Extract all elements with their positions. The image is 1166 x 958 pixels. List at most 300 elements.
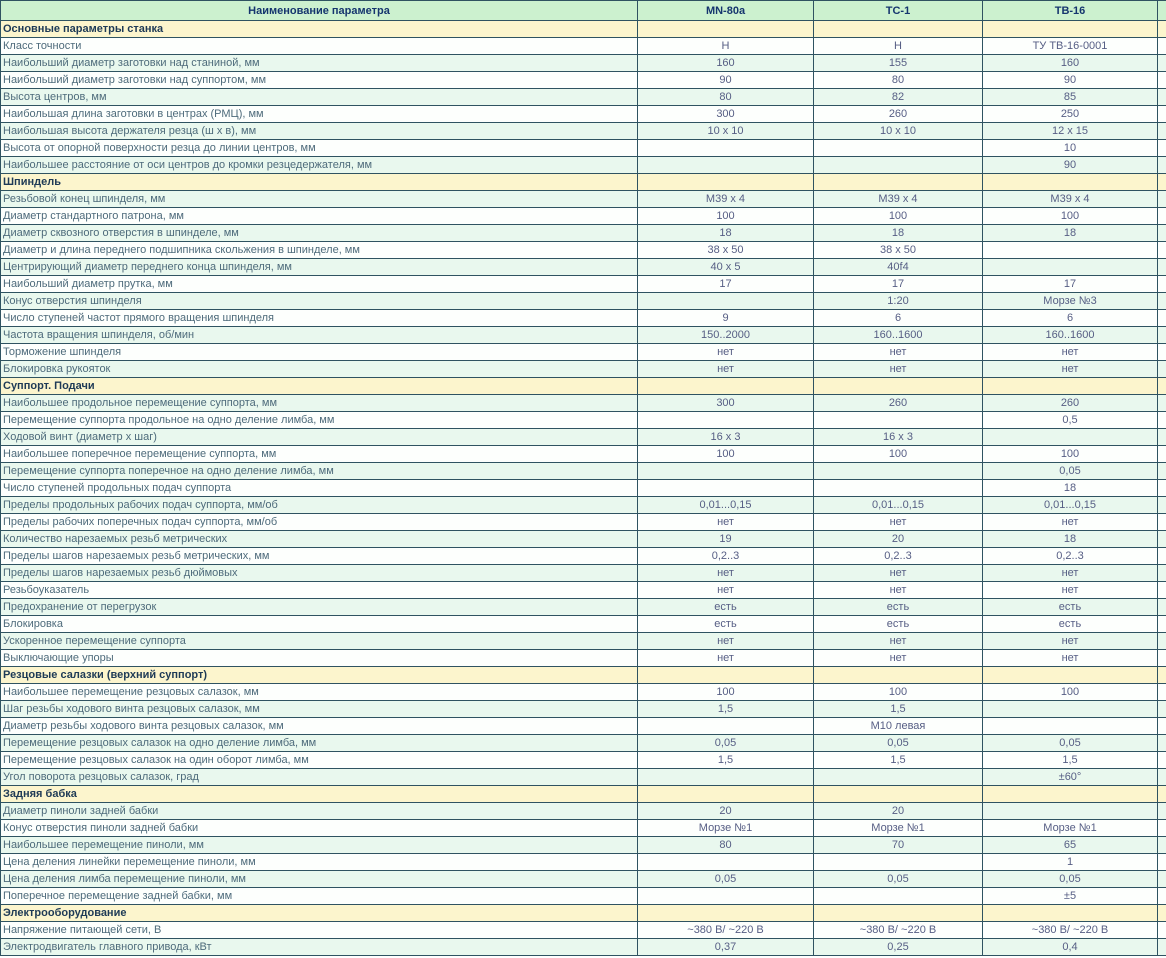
cutoff-cell [1158,922,1166,939]
param-name: Пределы рабочих поперечных подач суппорта, мм/об [1,514,638,531]
param-name: Цена деления лимба перемещение пиноли, мм [1,871,638,888]
value-cell [814,174,983,191]
value-cell: нет [638,633,814,650]
table-row [1,361,1166,378]
value-cell: 0,05 [814,871,983,888]
cutoff-cell [1158,718,1166,735]
value-cell: 10 [983,140,1158,157]
param-name: Блокировка рукояток [1,361,638,378]
value-cell: нет [983,361,1158,378]
table-row [1,429,1166,446]
table-row [1,616,1166,633]
value-cell [814,905,983,922]
cutoff-cell [1158,888,1166,905]
value-cell [983,429,1158,446]
value-cell: 18 [983,531,1158,548]
cutoff-cell [1158,276,1166,293]
section-row [1,174,1166,191]
table-row [1,701,1166,718]
cutoff-cell [1158,310,1166,327]
value-cell: 155 [814,55,983,72]
value-cell: 12 х 15 [983,123,1158,140]
value-cell: нет [814,565,983,582]
value-cell [638,786,814,803]
table-row [1,395,1166,412]
param-name: Ускоренное перемещение суппорта [1,633,638,650]
value-cell: нет [814,582,983,599]
value-cell [638,174,814,191]
table-row [1,293,1166,310]
value-cell: 19 [638,531,814,548]
value-cell: нет [983,344,1158,361]
value-cell: 1,5 [638,701,814,718]
cutoff-cell [1158,463,1166,480]
param-name: Перемещение резцовых салазок на одно деление лимба, мм [1,735,638,752]
table-row [1,225,1166,242]
value-cell [814,888,983,905]
value-cell [638,905,814,922]
section-title: Электрооборудование [1,905,638,922]
value-cell: 100 [638,684,814,701]
value-cell: ~380 В/ ~220 В [983,922,1158,939]
section-title: Основные параметры станка [1,21,638,38]
table-row [1,922,1166,939]
cutoff-cell [1158,752,1166,769]
value-cell: ±60° [983,769,1158,786]
value-cell: нет [983,514,1158,531]
param-name: Частота вращения шпинделя, об/мин [1,327,638,344]
value-cell [983,667,1158,684]
cutoff-cell [1158,21,1166,38]
value-cell [983,259,1158,276]
cutoff-cell [1158,191,1166,208]
value-cell: 17 [983,276,1158,293]
value-cell: Н [638,38,814,55]
param-name: Перемещение резцовых салазок на один оборот лимба, мм [1,752,638,769]
cutoff-cell [1158,106,1166,123]
value-cell: 80 [814,72,983,89]
value-cell: 90 [983,72,1158,89]
table-row [1,871,1166,888]
table-row [1,276,1166,293]
param-name: Наибольший диаметр заготовки над станиной, мм [1,55,638,72]
cutoff-cell [1158,565,1166,582]
value-cell: 0,37 [638,939,814,956]
value-cell: ±5 [983,888,1158,905]
param-name: Пределы шагов нарезаемых резьб метрических, мм [1,548,638,565]
value-cell: 18 [638,225,814,242]
value-cell: нет [638,582,814,599]
spec-table-body [1,1,1166,956]
cutoff-cell [1158,701,1166,718]
table-row [1,684,1166,701]
value-cell: 160..1600 [983,327,1158,344]
cutoff-cell [1158,854,1166,871]
value-cell: 1 [983,854,1158,871]
value-cell: 1,5 [638,752,814,769]
value-cell: нет [983,565,1158,582]
table-row [1,514,1166,531]
value-cell: Морзе №1 [983,820,1158,837]
param-name: Поперечное перемещение задней бабки, мм [1,888,638,905]
table-row [1,310,1166,327]
cutoff-cell [1158,599,1166,616]
value-cell [814,463,983,480]
param-name: Наибольшее продольное перемещение суппорта, мм [1,395,638,412]
section-row [1,21,1166,38]
value-cell [983,905,1158,922]
param-name: Наибольшее поперечное перемещение суппорта, мм [1,446,638,463]
value-cell: нет [814,344,983,361]
cutoff-cell [1158,769,1166,786]
value-cell: 40f4 [814,259,983,276]
param-name: Класс точности [1,38,638,55]
value-cell: Н [814,38,983,55]
value-cell: 0,01...0,15 [814,497,983,514]
value-cell: 160 [638,55,814,72]
value-cell [814,378,983,395]
value-cell: 20 [814,531,983,548]
cutoff-cell [1158,140,1166,157]
value-cell [638,480,814,497]
cutoff-cell [1158,55,1166,72]
param-name: Диаметр резьбы ходового винта резцовых салазок, мм [1,718,638,735]
param-name: Высота центров, мм [1,89,638,106]
value-cell: 0,2..3 [814,548,983,565]
param-name: Конус отверстия шпинделя [1,293,638,310]
param-name: Электродвигатель главного привода, кВт [1,939,638,956]
value-cell [814,667,983,684]
param-name: Наибольший диаметр заготовки над суппортом, мм [1,72,638,89]
cutoff-cell [1158,667,1166,684]
table-row [1,752,1166,769]
param-name: Цена деления линейки перемещение пиноли, мм [1,854,638,871]
value-cell [983,701,1158,718]
value-cell: 90 [983,157,1158,174]
value-cell: нет [983,582,1158,599]
value-cell [638,378,814,395]
value-cell: 80 [638,837,814,854]
value-cell [814,769,983,786]
cutoff-cell [1158,123,1166,140]
table-row [1,633,1166,650]
value-cell: 38 х 50 [638,242,814,259]
section-title: Шпиндель [1,174,638,191]
table-row [1,718,1166,735]
cutoff-cell [1158,446,1166,463]
cutoff-column-header [1158,1,1166,21]
table-row [1,446,1166,463]
cutoff-cell [1158,412,1166,429]
table-row [1,242,1166,259]
value-cell: нет [638,650,814,667]
param-name: Наибольшее перемещение резцовых салазок, мм [1,684,638,701]
value-cell [983,378,1158,395]
value-cell: 85 [983,89,1158,106]
value-cell: 90 [638,72,814,89]
value-cell: 0,05 [983,735,1158,752]
value-cell: 300 [638,106,814,123]
param-name: Торможение шпинделя [1,344,638,361]
model-column-header-mn80a: MN-80a [638,1,814,21]
param-name: Пределы продольных рабочих подач суппорта, мм/об [1,497,638,514]
value-cell: 0,01...0,15 [638,497,814,514]
model-column-header-tb16: ТВ-16 [983,1,1158,21]
value-cell: ~380 В/ ~220 В [814,922,983,939]
value-cell: 260 [814,106,983,123]
cutoff-cell [1158,650,1166,667]
value-cell: 100 [814,446,983,463]
value-cell: 1,5 [814,701,983,718]
value-cell [814,21,983,38]
value-cell [638,888,814,905]
cutoff-cell [1158,89,1166,106]
value-cell: есть [638,616,814,633]
section-row [1,905,1166,922]
value-cell: нет [814,361,983,378]
value-cell: М39 х 4 [638,191,814,208]
value-cell: нет [814,633,983,650]
value-cell: 0,05 [638,735,814,752]
table-row [1,565,1166,582]
value-cell [983,718,1158,735]
cutoff-cell [1158,905,1166,922]
cutoff-cell [1158,327,1166,344]
table-row [1,480,1166,497]
cutoff-cell [1158,480,1166,497]
value-cell: 6 [983,310,1158,327]
value-cell: нет [638,514,814,531]
value-cell: Морзе №3 [983,293,1158,310]
cutoff-cell [1158,259,1166,276]
table-row [1,582,1166,599]
table-row [1,89,1166,106]
value-cell: 18 [814,225,983,242]
cutoff-cell [1158,939,1166,956]
value-cell: 0,05 [983,871,1158,888]
value-cell: нет [983,650,1158,667]
table-row [1,106,1166,123]
value-cell [983,786,1158,803]
value-cell: нет [638,565,814,582]
table-row [1,599,1166,616]
value-cell [638,140,814,157]
value-cell: 10 х 10 [814,123,983,140]
value-cell [638,667,814,684]
table-row [1,803,1166,820]
value-cell: 0,25 [814,939,983,956]
table-row [1,140,1166,157]
table-row [1,208,1166,225]
cutoff-cell [1158,633,1166,650]
value-cell: 0,5 [983,412,1158,429]
cutoff-cell [1158,378,1166,395]
cutoff-cell [1158,786,1166,803]
value-cell: 20 [814,803,983,820]
param-name: Шаг резьбы ходового винта резцовых салазок, мм [1,701,638,718]
value-cell [638,157,814,174]
value-cell [638,21,814,38]
table-row [1,548,1166,565]
param-name: Диаметр сквозного отверстия в шпинделе, мм [1,225,638,242]
value-cell: 100 [983,208,1158,225]
param-name: Блокировка [1,616,638,633]
table-row [1,735,1166,752]
table-row [1,72,1166,89]
value-cell: 160..1600 [814,327,983,344]
section-row [1,786,1166,803]
value-cell [814,786,983,803]
table-row [1,650,1166,667]
cutoff-cell [1158,208,1166,225]
value-cell: 100 [983,684,1158,701]
value-cell: 100 [983,446,1158,463]
model-column-header-tc1: ТС-1 [814,1,983,21]
value-cell: 100 [814,684,983,701]
value-cell [638,412,814,429]
cutoff-cell [1158,242,1166,259]
value-cell: 17 [638,276,814,293]
value-cell [638,769,814,786]
value-cell [638,293,814,310]
value-cell [983,21,1158,38]
value-cell: нет [814,514,983,531]
value-cell: нет [638,344,814,361]
param-name: Диаметр стандартного патрона, мм [1,208,638,225]
param-column-header: Наименование параметра [1,1,638,21]
param-name: Наибольшее расстояние от оси центров до кромки резцедержателя, мм [1,157,638,174]
value-cell: ~380 В/ ~220 В [638,922,814,939]
cutoff-cell [1158,803,1166,820]
cutoff-cell [1158,293,1166,310]
cutoff-cell [1158,157,1166,174]
section-title: Задняя бабка [1,786,638,803]
value-cell: есть [814,599,983,616]
table-row [1,344,1166,361]
value-cell: 18 [983,480,1158,497]
cutoff-cell [1158,837,1166,854]
value-cell [983,803,1158,820]
table-row [1,769,1166,786]
value-cell: 0,05 [638,871,814,888]
table-row [1,939,1166,956]
section-row [1,667,1166,684]
cutoff-cell [1158,616,1166,633]
value-cell [638,718,814,735]
value-cell: 16 х 3 [638,429,814,446]
param-name: Число ступеней частот прямого вращения шпинделя [1,310,638,327]
table-row [1,327,1166,344]
table-row [1,497,1166,514]
table-row [1,463,1166,480]
param-name: Число ступеней продольных подач суппорта [1,480,638,497]
cutoff-cell [1158,225,1166,242]
cutoff-cell [1158,820,1166,837]
param-name: Наибольшее перемещение пиноли, мм [1,837,638,854]
value-cell [814,480,983,497]
table-row [1,820,1166,837]
table-row [1,412,1166,429]
cutoff-cell [1158,72,1166,89]
value-cell: М10 левая [814,718,983,735]
value-cell [814,157,983,174]
param-name: Диаметр и длина переднего подшипника скольжения в шпинделе, мм [1,242,638,259]
value-cell: М39 х 4 [983,191,1158,208]
cutoff-cell [1158,361,1166,378]
value-cell: 18 [983,225,1158,242]
param-name: Угол поворота резцовых салазок, град [1,769,638,786]
table-row [1,837,1166,854]
cutoff-cell [1158,497,1166,514]
value-cell: 150..2000 [638,327,814,344]
param-name: Перемещение суппорта поперечное на одно деление лимба, мм [1,463,638,480]
cutoff-cell [1158,344,1166,361]
param-name: Выключающие упоры [1,650,638,667]
table-row [1,854,1166,871]
value-cell [814,140,983,157]
value-cell: 100 [638,446,814,463]
value-cell: 260 [814,395,983,412]
param-name: Ходовой винт (диаметр х шаг) [1,429,638,446]
value-cell: Морзе №1 [638,820,814,837]
value-cell: 80 [638,89,814,106]
value-cell: 40 х 5 [638,259,814,276]
value-cell: 0,2..3 [983,548,1158,565]
table-row [1,259,1166,276]
value-cell [814,854,983,871]
value-cell: 160 [983,55,1158,72]
value-cell: 0,4 [983,939,1158,956]
value-cell [814,412,983,429]
value-cell: 100 [638,208,814,225]
cutoff-cell [1158,582,1166,599]
cutoff-cell [1158,174,1166,191]
param-name: Центрирующий диаметр переднего конца шпинделя, мм [1,259,638,276]
param-name: Резьбоуказатель [1,582,638,599]
value-cell: 250 [983,106,1158,123]
value-cell: 260 [983,395,1158,412]
table-row [1,38,1166,55]
value-cell: 1,5 [814,752,983,769]
value-cell: 9 [638,310,814,327]
value-cell: 82 [814,89,983,106]
table-row [1,888,1166,905]
value-cell: нет [638,361,814,378]
cutoff-cell [1158,735,1166,752]
param-name: Перемещение суппорта продольное на одно деление лимба, мм [1,412,638,429]
value-cell: 17 [814,276,983,293]
cutoff-cell [1158,514,1166,531]
value-cell: есть [983,599,1158,616]
value-cell: 16 х 3 [814,429,983,446]
value-cell: 300 [638,395,814,412]
param-name: Высота от опорной поверхности резца до линии центров, мм [1,140,638,157]
value-cell: 100 [814,208,983,225]
value-cell [983,174,1158,191]
value-cell: 20 [638,803,814,820]
value-cell: 70 [814,837,983,854]
cutoff-cell [1158,395,1166,412]
value-cell: М39 х 4 [814,191,983,208]
value-cell: Морзе №1 [814,820,983,837]
param-name: Конус отверстия пиноли задней бабки [1,820,638,837]
cutoff-cell [1158,531,1166,548]
table-row [1,55,1166,72]
cutoff-cell [1158,429,1166,446]
value-cell: 1,5 [983,752,1158,769]
value-cell: ТУ ТВ-16-0001 [983,38,1158,55]
table-row [1,531,1166,548]
